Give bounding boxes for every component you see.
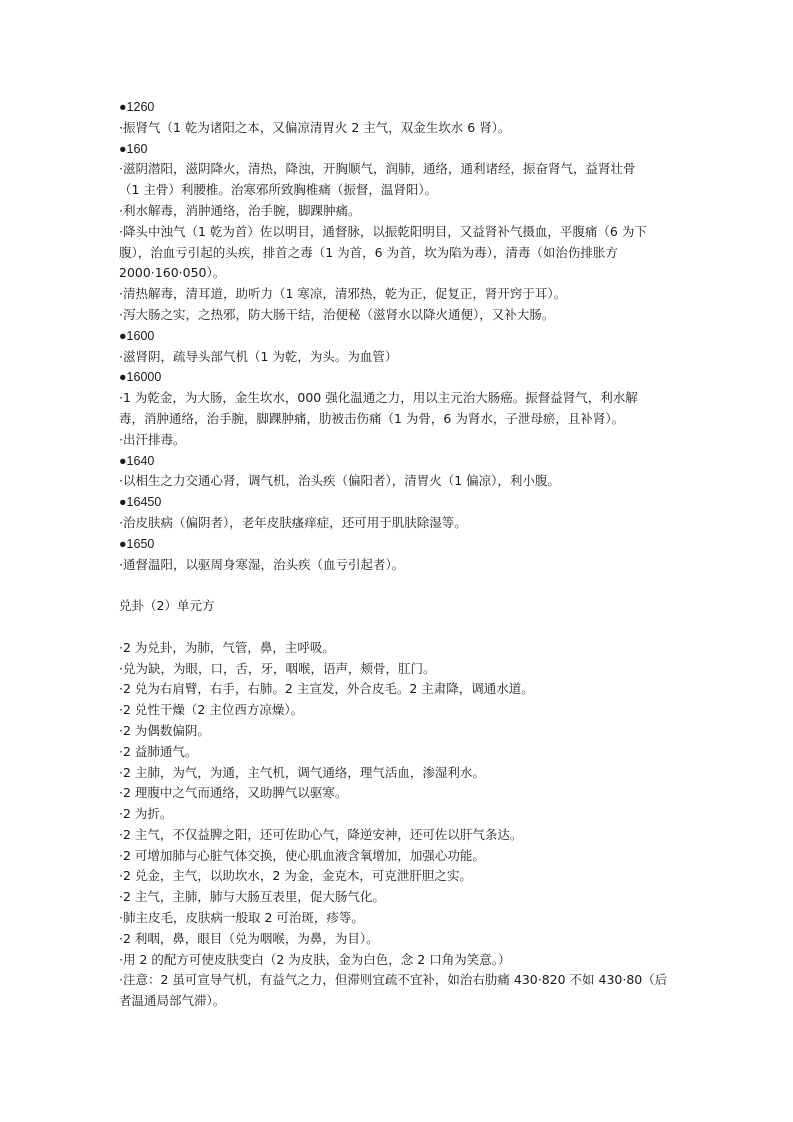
text-line: ·通督温阳，以驱周身寒湿，治头疾（血亏引起者）。: [119, 556, 405, 572]
formula-code: ●16000: [119, 370, 162, 385]
formula-code: ●160: [119, 141, 148, 156]
formula-code: ●1260: [119, 100, 155, 114]
text-line: ·滋肾阴，疏导头部气机（1 为乾，为头。为血管）: [119, 348, 398, 364]
section-dui-formulas: [119, 638, 679, 1012]
formula-code: ●16450: [119, 495, 162, 510]
text-line: 腹），治血亏引起的头疾，排首之毒（1 为首，6 为首，坎为陷为毒），清毒（如治伤排胀方: [119, 244, 618, 260]
text-line: ·2 为兑卦，为肺，气管，鼻，主呼吸。: [119, 639, 335, 655]
text-line: 者温通局部气滞）。: [119, 993, 226, 1009]
text-line: ·2 主肺，为气，为通，主气机，调气通络，理气活血，渗湿利水。: [119, 764, 485, 780]
text-line: ·降头中浊气（1 乾为首）佐以明目，通督脉，以振乾阳明目，又益肾补气摄血，平腹痛（6 为下: [119, 223, 647, 239]
text-line: ·肺主皮毛，皮肤病一般取 2 可治斑，疹等。: [119, 910, 364, 926]
text-line: ·出汗排毒。: [119, 431, 186, 447]
text-line: 毒，消肿通络，治手腕，脚踝肿痛，肋被击伤痛（1 为骨，6 为肾水，子泄母瘀，且补肾）。: [119, 410, 625, 426]
text-line: ·清热解毒，清耳道，助听力（1 寒凉，清邪热，乾为正，促复正，肾开窍于耳）。: [119, 286, 567, 302]
spacer: [119, 617, 679, 638]
text-line: ·2 主气，主肺，肺与大肠互表里，促大肠气化。: [119, 889, 385, 905]
formula-code: ●1640: [119, 453, 155, 468]
text-line: ·2 主气，不仅益脾之阳，还可佐助心气，降逆安神，还可佐以肝气条达。: [119, 826, 523, 842]
text-line: ·2 利咽，鼻，眼目（兑为咽喉，为鼻，为目）。: [119, 930, 379, 946]
text-line: ·注意：2 虽可宣导气机，有益气之力，但滞则宜疏不宜补，如治右肋痛 430·820 不如 430·80（后: [119, 972, 668, 988]
text-line: ·2 兑金，主气，以助坎水，2 为金，金克木，可克泄肝胆之实。: [119, 868, 472, 884]
document-body: [119, 97, 679, 1012]
spacer: [119, 575, 679, 596]
text-line: ·滋阴潜阳，滋阴降火，清热，降浊，开胸顺气，润肺，通络，通利诸经，振奋肾气，益肾壮骨: [119, 161, 636, 177]
formula-code: ●1600: [119, 328, 155, 343]
text-line: ·治皮肤病（偏阴者），老年皮肤瘙痒症，还可用于肌肤除湿等。: [119, 514, 467, 530]
text-line: ·2 为偶数偏阴。: [119, 722, 210, 738]
text-line: ·2 益肺通气。: [119, 743, 198, 759]
text-line: （1 主骨）利腰椎。治寒邪所致胸椎痛（振督，温肾阳）。: [119, 182, 438, 198]
text-line: ·兑为缺，为眼，口，舌，牙，咽喉，语声，颊骨，肛门。: [119, 660, 436, 676]
text-line: ·用 2 的配方可使皮肤变白（2 为皮肤，金为白色，念 2 口角为笑意。）: [119, 951, 511, 967]
section-title: 兑卦（2）单元方: [119, 598, 215, 614]
text-line: ·振肾气（1 乾为诸阳之本，又偏凉清胃火 2 主气，双金生坎水 6 肾）。: [119, 119, 511, 135]
text-line: ·2 为折。: [119, 806, 173, 822]
text-line: ·泻大肠之实，之热邪，防大肠干结，治便秘（滋肾水以降火通便），又补大肠。: [119, 306, 555, 322]
formula-code: ●1650: [119, 536, 155, 551]
text-line: 2000·160·050）。: [119, 265, 226, 281]
text-line: ·2 理腹中之气而通络，又助脾气以驱寒。: [119, 785, 348, 801]
text-line: ·2 兑为右肩臂，右手，右肺。2 主宣发，外合皮毛。2 主肃降，调通水道。: [119, 681, 534, 697]
text-line: ·2 可增加肺与心脏气体交换，使心肌血液含氧增加，加强心功能。: [119, 847, 485, 863]
text-line: ·1 为乾金，为大肠，金生坎水，000 强化温通之力，用以主元治大肠癌。振督益肾气，利水解: [119, 390, 638, 406]
text-line: ·2 兑性干燥（2 主位西方凉燥）。: [119, 702, 304, 718]
text-line: ·利水解毒，消肿通络，治手腕，脚踝肿痛。: [119, 202, 361, 218]
section-qian-formulas: [119, 97, 679, 575]
text-line: ·以相生之力交通心肾，调气机，治头疾（偏阳者），清胃火（1 偏凉），利小腹。: [119, 473, 560, 489]
